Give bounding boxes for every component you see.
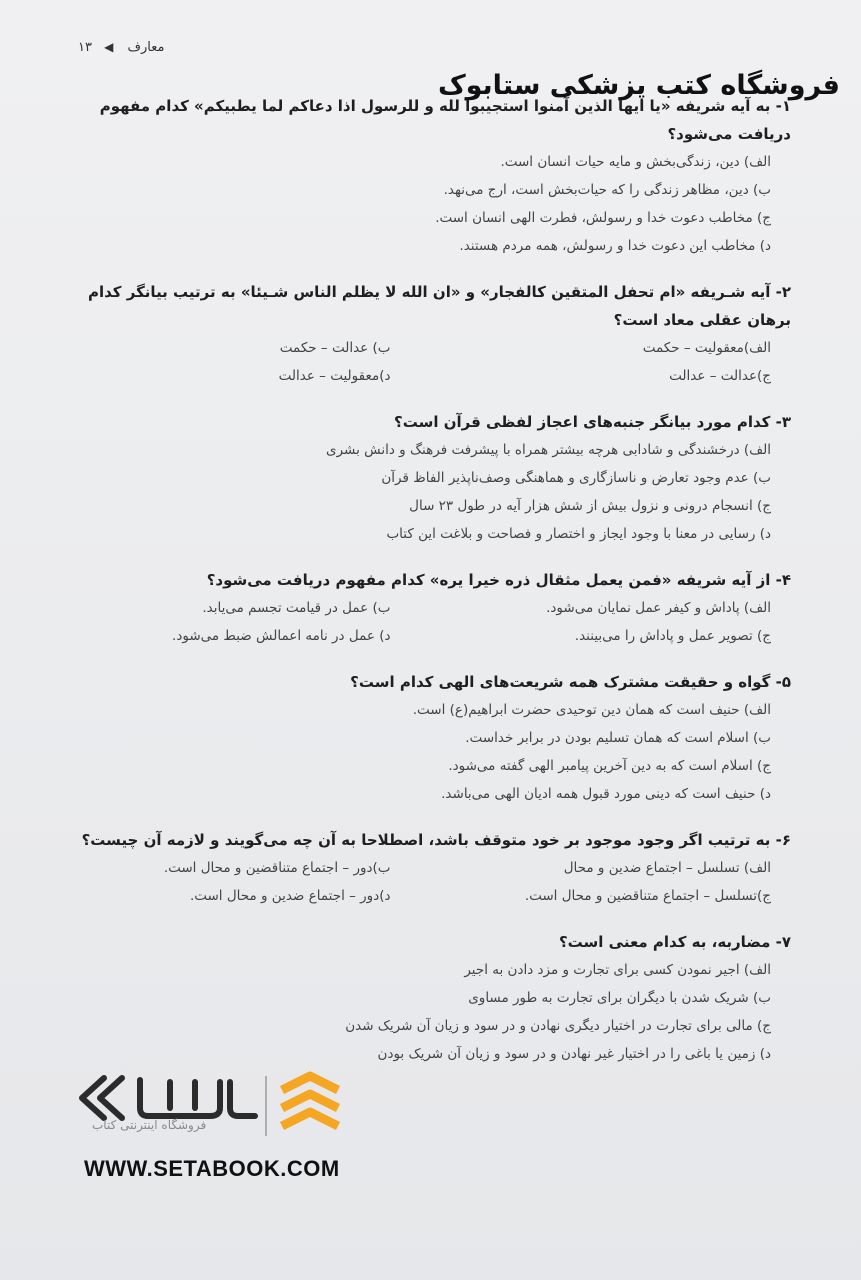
option: الف) پاداش و کیفر عمل نمایان می‌شود. [546,600,771,616]
option: ب) دین، مظاهر زندگی را که حیات‌بخش است، ارج می‌نهد. [443,182,771,198]
option: الف) درخشندگی و شادابی هرچه بیشتر همراه با پیشرفت فرهنگ و دانش بشری [326,442,771,458]
question-1 [70,92,791,260]
question-6 [70,826,791,910]
question-3 [70,408,791,548]
question-title: ۴- از آیه شریفه «فمن یعمل مثقال ذره خیرا یره» کدام مفهوم دریافت می‌شود؟ [206,571,791,589]
option: الف)معقولیت – حکمت [642,340,771,356]
option: د) حنیف است که دینی مورد قبول همه ادیان الهی می‌باشد. [441,786,771,802]
question-title: ۶- به ترتیب اگر وجود موجود بر خود متوقف باشد، اصطلاحا به آن چه می‌گویند و لازمه آن چیست؟ [81,831,791,849]
option: د) عمل در نامه اعمالش ضبط می‌شود. [172,628,391,644]
watermark-text: فروشگاه کتب پزشکی ستابوک [437,70,840,101]
option: د)دور – اجتماع ضدین و محال است. [189,888,391,904]
question-title: ۲- آیه شـریفه «ام تحفل المتقین کالفجار» و «ان الله لا یظلم الناس شـیئا» به ترتیب بیانگر کدام برهان عقلی معاد است؟ [88,283,791,329]
option: الف) تسلسل – اجتماع ضدین و محال [563,860,771,876]
option: ج) تصویر عمل و پاداش را می‌بینند. [574,628,771,644]
question-title: ۷- مضاربه، به کدام معنی است؟ [558,933,791,951]
option: ب) اسلام است که همان تسلیم بودن در برابر خداست. [465,730,771,746]
page-header [78,40,165,55]
option: د)معقولیت – عدالت [278,368,391,384]
option: الف) حنیف است که همان دین توحیدی حضرت ابراهیم(ع) است. [412,702,771,718]
option: ب) عدم وجود تعارض و ناسازگاری و هماهنگی وصف‌ناپذیر الفاظ قرآن [381,470,771,486]
option: د) رسایی در معنا با وجود ایجاز و اختصار و فصاحت و بلاغت این کتاب [386,526,771,542]
option: ج)تسلسل – اجتماع متناقضین و محال است. [524,888,771,904]
section-title: معارف [127,40,165,55]
option: د) زمین یا باغی را در اختیار غیر نهادن و در سود و زیان آن شریک بودن [377,1046,771,1062]
option: ب) عمل در قیامت تجسم می‌یابد. [202,600,391,616]
option: ج)عدالت – عدالت [669,368,771,384]
question-7 [70,928,791,1068]
question-2 [70,278,791,390]
question-4 [70,566,791,650]
question-list [70,92,791,1086]
option: ب) عدالت – حکمت [279,340,391,356]
logo-subtitle: فروشگاه اینترنتی کتاب [92,1118,207,1132]
option: ب) شریک شدن با دیگران برای تجارت به طور مساوی [468,990,771,1006]
website-url: WWW.SETABOOK.COM [84,1156,340,1181]
option: الف) اجیر نمودن کسی برای تجارت و مزد دادن به اجیر [464,962,771,978]
chevron-left-icon: ◀ [104,40,114,54]
page-number: ۱۳ [78,40,92,55]
question-title: ۳- کدام مورد بیانگر جنبه‌های اعجاز لفظی قرآن است؟ [394,413,791,431]
option: ب)دور – اجتماع متناقضین و محال است. [163,860,391,876]
question-title: ۱- به آیه شریفه «یا ایها الذین آمنوا استجیبوا لله و للرسول اذا دعاکم لما یطبیکم» کدام مفهوم دریافت می‌شود؟ [99,97,791,143]
question-title: ۵- گواه و حقیقت مشترک همه شریعت‌های الهی کدام است؟ [350,673,791,691]
option: ج) مخاطب دعوت خدا و رسولش، فطرت الهی انسان است. [435,210,771,226]
option: ج) مالی برای تجارت در اختیار دیگری نهادن و در سود و زیان آن شریک شدن [345,1018,771,1034]
option: الف) دین، زندگی‌بخش و مایه حیات انسان است. [500,154,771,170]
option: ج) انسجام درونی و نزول بیش از شش هزار آیه در طول ۲۳ سال [409,498,771,514]
option: ج) اسلام است که به دین آخرین پیامبر الهی گفته می‌شود. [448,758,771,774]
option: د) مخاطب این دعوت خدا و رسولش، همه مردم هستند. [459,238,771,254]
setabook-logo [70,1068,370,1158]
question-5 [70,668,791,808]
